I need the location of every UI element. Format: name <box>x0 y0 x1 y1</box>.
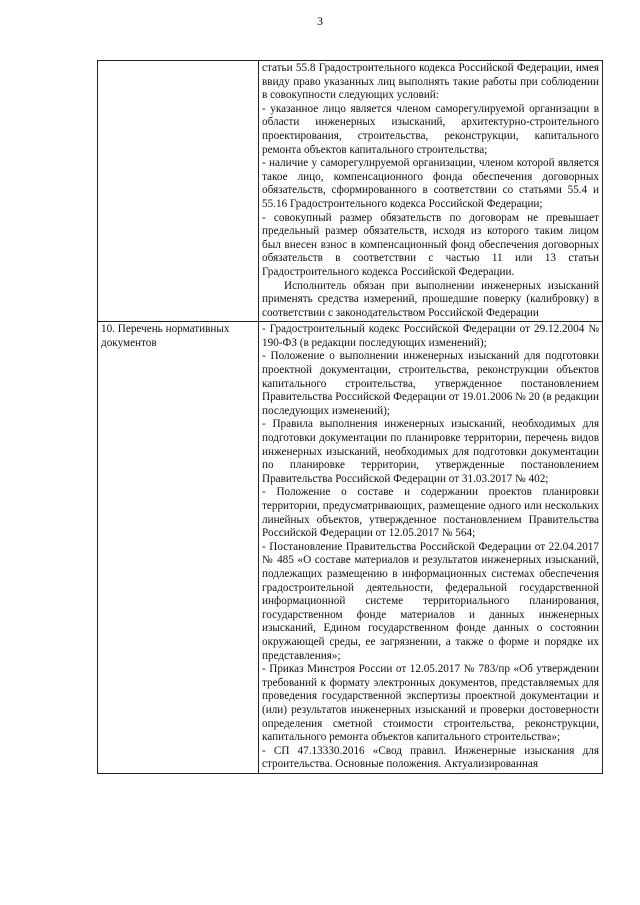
paragraph: - совокупный размер обязательств по договорам не превышает предельный размер обязательств, исходя из которого таким лицом был внесен взнос в компенсационный фонд обеспечения договорных обязательств в соответствии с частью 11 или 13 статьи Градостроительного кодекса Российской Федерации. <box>262 211 599 278</box>
paragraph: Исполнитель обязан при выполнении инженерных изысканий применять средства измерений, прошедшие поверку (калибровку) в соответствии с законодательством Российской Федерации <box>262 279 599 319</box>
requirements-table <box>97 60 603 774</box>
row-content <box>259 322 603 774</box>
paragraph: - Постановление Правительства Российской Федерации от 22.04.2017 № 485 «О составе материалов и результатов инженерных изысканий, подлежащих размещению в информационных системах обеспечения градостроительной деятельности, федеральной государственной информационной системе территориального планирования, государственном фонде материалов и данных инженерных изысканий, Едином государственном фонде данных о состоянии окружающей среды, ее загрязнении, а также о форме и порядке их представления»; <box>262 540 599 662</box>
paragraph: - СП 47.13330.2016 «Свод правил. Инженерные изыскания для строительства. Основные положения. Актуализированная <box>262 744 599 771</box>
row-label <box>98 61 259 322</box>
paragraph: - Градостроительный кодекс Российской Федерации от 29.12.2004 № 190-ФЗ (в редакции последующих изменений); <box>262 323 599 349</box>
table-row <box>98 322 603 774</box>
table-row <box>98 61 603 322</box>
paragraph: - Приказ Минстроя России от 12.05.2017 № 783/пр «Об утверждении требований к формату электронных документов, представляемых для проведения государственной экспертизы проектной документации и (или) результатов инженерных изысканий и проверки достоверности определения сметной стоимости строительства, реконструкции, капитального ремонта объектов капитального строительства»; <box>262 663 599 744</box>
row-content <box>259 61 603 322</box>
paragraph: статьи 55.8 Градостроительного кодекса Российской Федерации, имея ввиду право указанных лиц выполнять такие работы при соблюдении в совокупности следующих условий: <box>262 62 599 102</box>
paragraph: - Правила выполнения инженерных изысканий, необходимых для подготовки документации по планировке территории, перечень видов инженерных изысканий, необходимых для подготовки документации по планировке территории, утвержденные постановлением Правительства Российской Федерации от 31.03.2017 № 402; <box>262 418 599 485</box>
paragraph: - Положение о составе и содержании проектов планировки территории, предусматривающих, размещение одного или нескольких линейных объектов, утвержденное постановлением Правительства Российской Федерации от 12.05.2017 № 564; <box>262 486 599 540</box>
paragraph: - Положение о выполнении инженерных изысканий для подготовки проектной документации, строительства, реконструкции объектов капитального строительства, утвержденное постановлением Правительства Российской Федерации от 19.01.2006 № 20 (в редакции последующих изменений); <box>262 350 599 417</box>
paragraph: - указанное лицо является членом саморегулируемой организации в области инженерных изысканий, архитектурно-строительного проектирования, строительства, реконструкции, капитального ремонта объектов капитального строительства; <box>262 102 599 156</box>
row-label: 10. Перечень нормативных документов <box>98 322 259 774</box>
page-number: 3 <box>317 14 323 28</box>
paragraph: - наличие у саморегулируемой организации, членом которой является такое лицо, компенсационного фонда обеспечения договорных обязательств, сформированного в соответствии со статьями 55.4 и 55.16 Градостроительного кодекса Российской Федерации; <box>262 157 599 210</box>
